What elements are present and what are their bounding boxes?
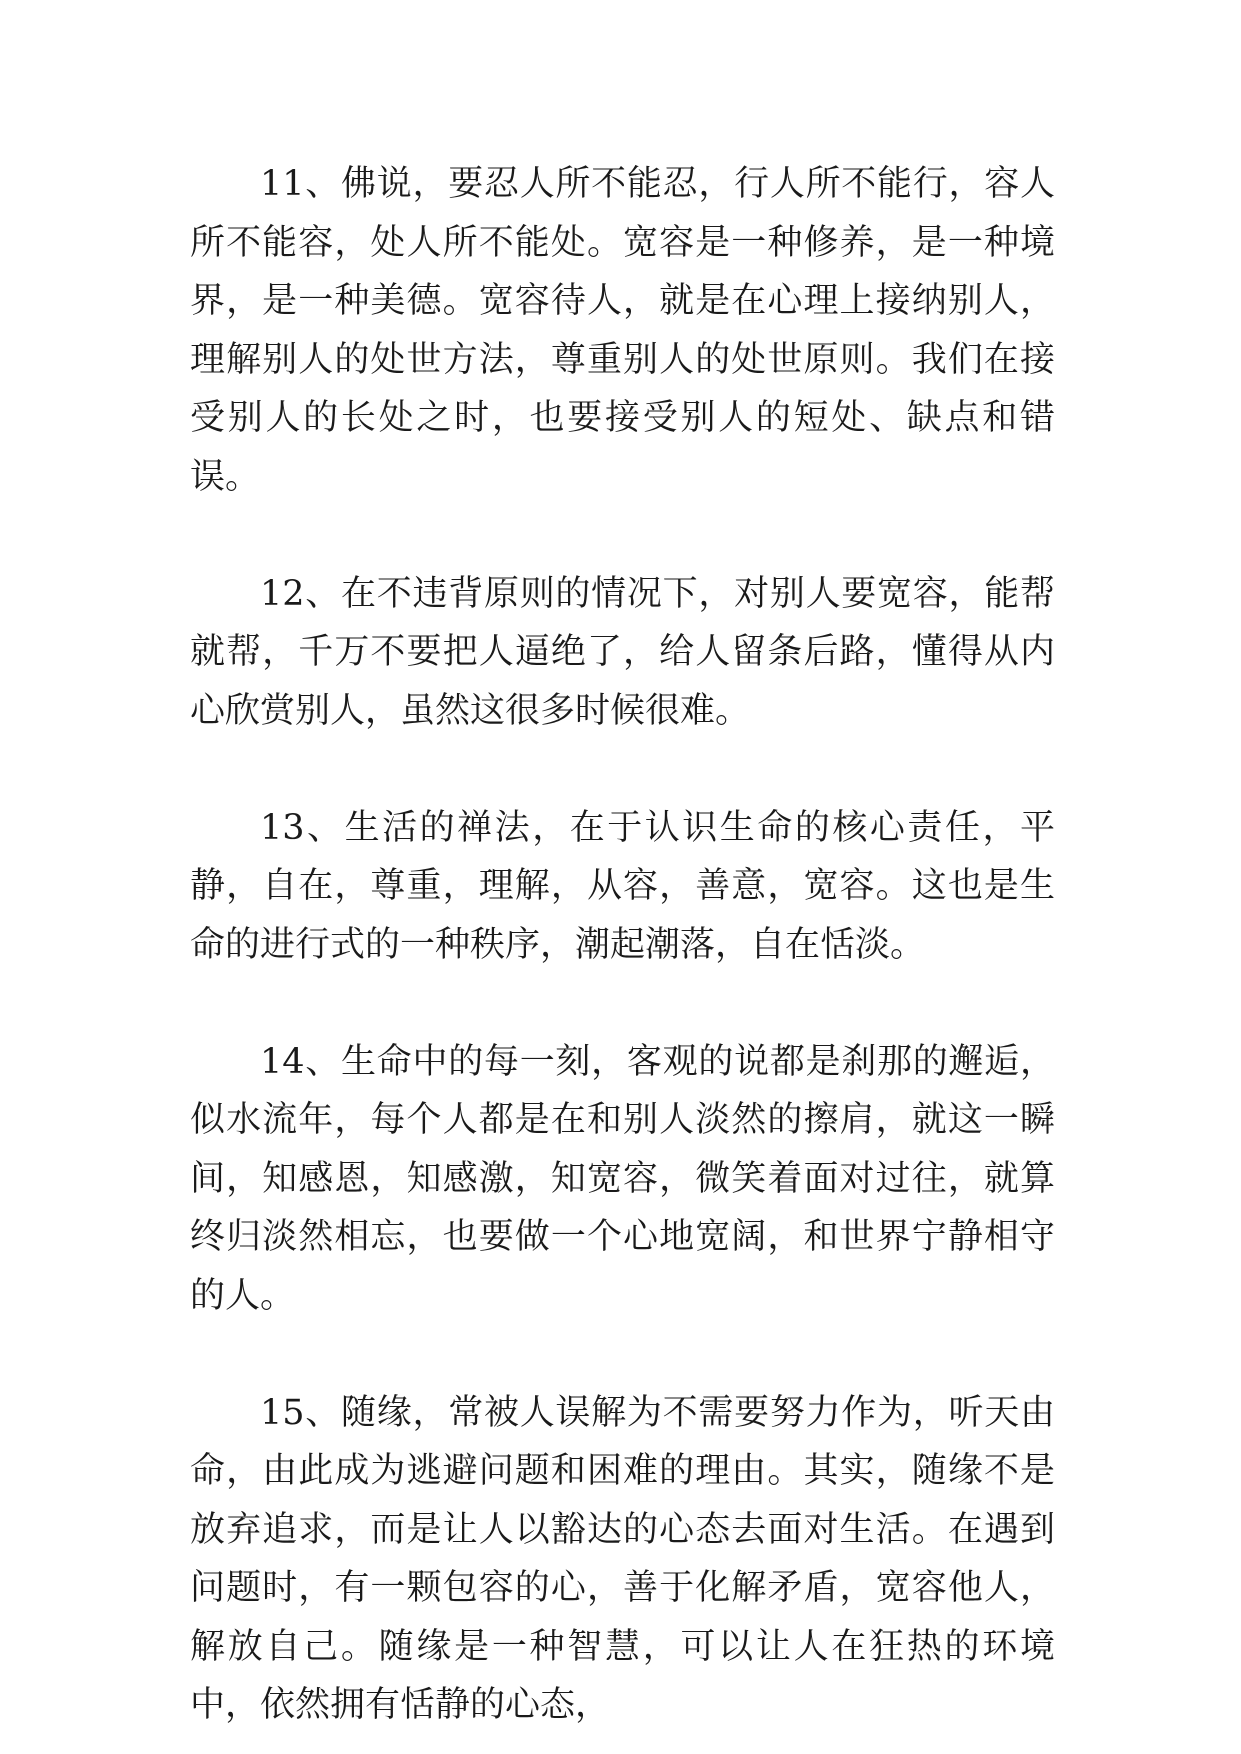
paragraph-12: 12、在不违背原则的情况下，对别人要宽容，能帮就帮，千万不要把人逼绝了，给人留条后路，懂得从内心欣赏别人，虽然这很多时候很难。	[190, 573, 1055, 731]
paragraph-14: 14、生命中的每一刻，客观的说都是刹那的邂逅，似水流年，每个人都是在和别人淡然的擦肩，就这一瞬间，知感恩，知感激，知宽容，微笑着面对过往，就算终归淡然相忘，也要做一个心地宽阔，和世界宁静相守的人。	[190, 1041, 1055, 1316]
paragraph-13: 13、生活的禅法，在于认识生命的核心责任，平静，自在，尊重，理解，从容，善意，宽容。这也是生命的进行式的一种秩序，潮起潮落，自在恬淡。	[190, 807, 1055, 965]
paragraph-11: 11、佛说，要忍人所不能忍，行人所不能行，容人所不能容，处人所不能处。宽容是一种修养，是一种境界，是一种美德。宽容待人，就是在心理上接纳别人，理解别人的处世方法，尊重别人的处世原则。我们在接受别人的长处之时，也要接受别人的短处、缺点和错误。	[190, 164, 1055, 497]
document-body	[190, 155, 1055, 1735]
paragraph-15: 15、随缘，常被人误解为不需要努力作为，听天由命，由此成为逃避问题和困难的理由。其实，随缘不是放弃追求，而是让人以豁达的心态去面对生活。在遇到问题时，有一颗包容的心，善于化解矛盾，宽容他人，解放自己。随缘是一种智慧，可以让人在狂热的环境中，依然拥有恬静的心态，	[190, 1392, 1055, 1725]
